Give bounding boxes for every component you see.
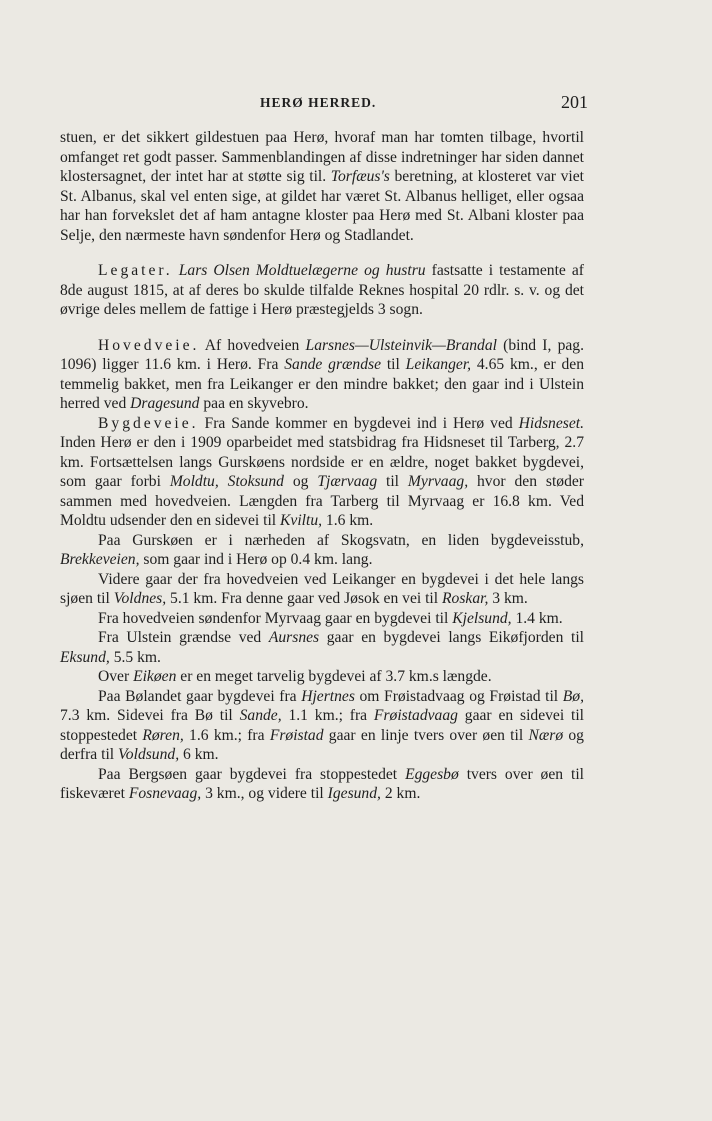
text-run: 4.65 km., er den temmelig bakket, men fra Leikanger er den mindre bakket; den gaar ind i Ulstein herred ved (60, 356, 584, 412)
paragraph (60, 667, 584, 687)
text-run: Over (98, 668, 134, 685)
text-run: Videre gaar der fra hovedveien ved Leikanger en bygdevei i det hele langs sjøen til (60, 570, 584, 607)
page-number: 201 (561, 92, 588, 112)
text-run: 1.4 km. (511, 609, 563, 627)
text-run: Paa Bergsøen gaar bygdevei fra stoppestedet (98, 765, 406, 783)
text-run: og derfra til (60, 726, 584, 763)
italic-text: Lars Olsen Moldtuelægerne og hustru (178, 262, 426, 279)
italic-text: Kviltu, (280, 512, 323, 529)
text-run: Paa Bølandet gaar bygdevei fra (98, 687, 302, 705)
text-run: 6 km. (179, 746, 219, 763)
italic-text: Hidsneset. (518, 414, 584, 432)
section-heading: Bygdeveie. (98, 414, 199, 432)
text-run: paa en skyvebro. (199, 395, 309, 412)
italic-text: Dragesund (130, 395, 200, 412)
italic-text: Larsnes—Ulsteinvik—Brandal (305, 336, 497, 354)
text-run: og (283, 473, 318, 490)
text-run: beretning, at klosteret var viet St. Albanus, skal vel enten sige, at gildet har været St. Albanus helliget, eller ogsaa har han forvekslet det af ham antagne kloster paa Herø med St. Albani kloster paa Selje, den nærmeste havn søndenfor Herø og Stadlandet. (60, 168, 584, 244)
paragraph-hovedveie (60, 336, 584, 414)
italic-text: Fosnevaag, (128, 785, 202, 802)
paragraph (60, 628, 584, 667)
italic-text: Frøistadvaag (373, 707, 458, 724)
text-run: 1.6 km. (322, 512, 374, 529)
text-run: 1.6 km.; fra (183, 726, 270, 744)
text-run: om Frøistadvaag og Frøistad til (354, 687, 563, 705)
italic-text: Roskar, (442, 590, 489, 607)
text-run: som gaar ind i Herø op 0.4 km. lang. (139, 551, 373, 568)
paragraph-bygdeveie (60, 414, 584, 531)
italic-text: Hjertnes (301, 687, 355, 705)
italic-text: Aursnes (268, 629, 320, 646)
paragraph (60, 128, 584, 245)
text-run: Fra Sande kommer en bygdevei ind i Herø ved (198, 414, 519, 432)
italic-text: Sande, (239, 707, 282, 724)
text-run: 5.1 km. Fra denne gaar ved Jøsok en vei til (166, 590, 443, 607)
italic-text: Eggesbø (405, 765, 459, 783)
italic-text: Kjelsund, (452, 609, 512, 627)
text-run: Inden Herø er den i 1909 oparbeidet med statsbidrag fra Hidsneset til Tarberg, 2.7 km. Fortsættelsen langs Gurskøens nordside er en ældre, noget bakket bygdevei, som gaar forbi (60, 434, 584, 490)
italic-text: Torfæus's (330, 168, 390, 185)
italic-text: Voldsund, (118, 746, 180, 763)
italic-text: Frøistad (269, 726, 324, 744)
text-run: til (377, 473, 408, 490)
italic-text: Leikanger, (405, 356, 472, 373)
italic-text: Eksund, (60, 648, 110, 666)
paragraph (60, 609, 584, 629)
text-run: hvor den støder sammen med hovedveien. Længden fra Tarberg til Myrvaag er 16.8 km. Ved Moldtu udsender den en sidevei til (60, 473, 584, 529)
text-run: er en meget tarvelig bygdevei af 3.7 km.s længde. (176, 668, 492, 685)
text-run: Fra Ulstein grændse ved (98, 629, 269, 646)
italic-text: Moldtu, Stoksund (169, 473, 284, 490)
paragraph (60, 531, 584, 570)
running-header (60, 92, 588, 116)
text-run: fastsatte i testamente af 8de august 1815, at af deres bo skulde tilfalde Reknes hospital 20 rdlr. s. v. og det øvrige deles mellem de fattige i Herø præstegjelds 3 sogn. (60, 262, 584, 318)
text-run: (bind I, pag. 1096) ligger 11.6 km. i Herø. Fra (60, 336, 584, 373)
text-run: 2 km. (380, 785, 421, 802)
text-run: gaar en linje tvers over øen til (323, 726, 529, 744)
text-run: gaar en bygdevei langs Eikøfjorden til (319, 629, 585, 646)
text-run: til (381, 356, 406, 373)
text-run: stuen, er det sikkert gildestuen paa Herø, hvoraf man har tomten tilbage, hvortil omfanget ret godt passer. Sammenblandingen af disse indretninger har siden dannet klostersagnet, der intet har at støtte sig til. (60, 129, 584, 185)
paragraph (60, 765, 584, 804)
text-run: 5.5 km. (109, 648, 161, 666)
text-run: tvers over øen til fiskeværet (60, 765, 584, 802)
text-run: 7.3 km. Sidevei fra Bø til (60, 707, 240, 724)
italic-text: Voldnes, (113, 590, 167, 607)
text-run: Paa Gurskøen er i nærheden af Skogsvatn, en liden bygdeveisstub, (98, 531, 584, 549)
italic-text: Igesund, (327, 785, 381, 802)
text-run: 3 km. (488, 590, 528, 607)
paragraph-legater (60, 261, 584, 320)
italic-text: Røren, (142, 726, 184, 744)
italic-text: Tjærvaag (317, 473, 378, 490)
text-run: gaar en sidevei til stoppestedet (60, 707, 585, 744)
text-run: Af hovedveien (199, 336, 306, 354)
italic-text: Eikøen (133, 668, 177, 685)
text-run: 1.1 km.; fra (281, 707, 374, 724)
italic-text: Nærø (528, 726, 564, 744)
paragraph (60, 570, 584, 609)
italic-text: Bø, (562, 687, 584, 705)
italic-text: Myrvaag, (407, 473, 469, 490)
body-text (60, 128, 584, 804)
text-run: 3 km., og videre til (201, 785, 328, 802)
italic-text: Sande grændse (284, 356, 382, 373)
text-run: Fra hovedveien søndenfor Myrvaag gaar en bygdevei til (98, 609, 453, 627)
paragraph (60, 687, 584, 765)
section-heading: Legater. (98, 262, 173, 279)
section-heading: Hovedveie. (98, 336, 200, 354)
italic-text: Brekkeveien, (60, 551, 140, 568)
header-title: HERØ HERRED. (260, 95, 377, 110)
